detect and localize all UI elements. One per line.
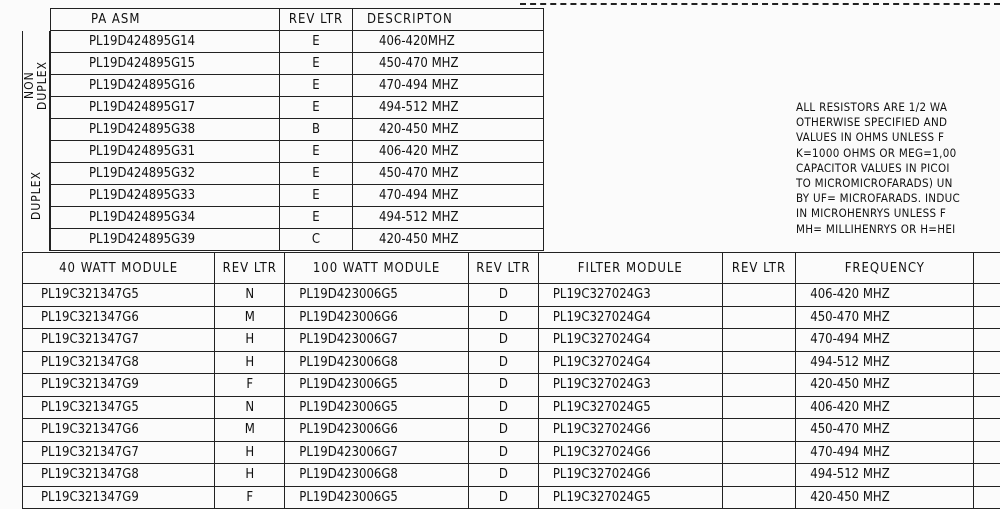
filter-cell: PL19C327024G4 <box>538 306 722 329</box>
pa-desc-cell: 450-470 MHZ <box>353 163 544 185</box>
w40-cell: PL19C321347G5 <box>23 284 215 307</box>
filter-cell: PL19C327024G6 <box>538 419 722 442</box>
pa-asm-cell: PL19D424895G39 <box>51 229 280 251</box>
freq-header: FREQUENCY <box>796 253 974 284</box>
w40-cell: PL19C321347G5 <box>23 396 215 419</box>
pa-asm-cell: PL19D424895G31 <box>51 141 280 163</box>
pa-rev-cell: E <box>280 141 353 163</box>
w40-cell: PL19C321347G8 <box>23 351 215 374</box>
rev1-cell: H <box>215 441 285 464</box>
rev1-cell: N <box>215 284 285 307</box>
rev3-cell <box>722 419 796 442</box>
edge-cell <box>974 419 1000 442</box>
rev2-cell: D <box>468 464 538 487</box>
w40-cell: PL19C321347G6 <box>23 419 215 442</box>
edge-header <box>974 253 1000 284</box>
w40-cell: PL19C321347G6 <box>23 306 215 329</box>
rev1-cell: H <box>215 329 285 352</box>
note-line: K=1000 OHMS OR MEG=1,00 <box>796 146 1000 161</box>
rev3-cell <box>722 374 796 397</box>
module-row <box>23 284 1000 307</box>
note-line: MH= MILLIHENRYS OR H=HEI <box>796 222 1000 237</box>
note-line: CAPACITOR VALUES IN PICOI <box>796 161 1000 176</box>
pa-asm-cell: PL19D424895G32 <box>51 163 280 185</box>
pa-desc-cell: 470-494 MHZ <box>353 185 544 207</box>
pa-desc-cell: 406-420 MHZ <box>353 141 544 163</box>
note-line: BY UF= MICROFARADS. INDUC <box>796 191 1000 206</box>
pa-asm-cell: PL19D424895G14 <box>51 31 280 53</box>
module-row <box>23 306 1000 329</box>
edge-cell <box>974 306 1000 329</box>
rev2-cell: D <box>468 441 538 464</box>
pa-rev-header: REV LTR <box>280 9 353 31</box>
pa-asm-cell: PL19D424895G16 <box>51 75 280 97</box>
filter-cell: PL19C327024G5 <box>538 396 722 419</box>
pa-table-body <box>22 31 544 251</box>
rev1-cell: H <box>215 351 285 374</box>
rev3-cell <box>722 284 796 307</box>
pa-desc-cell: 420-450 MHZ <box>353 119 544 141</box>
rev2-cell: D <box>468 486 538 509</box>
note-line: TO MICROMICROFARADS) UN <box>796 176 1000 191</box>
w40-cell: PL19C321347G9 <box>23 374 215 397</box>
pa-asm-cell: PL19D424895G15 <box>51 53 280 75</box>
rev2-cell: D <box>468 419 538 442</box>
freq-cell: 420-450 MHZ <box>796 486 974 509</box>
w40-cell: PL19C321347G8 <box>23 464 215 487</box>
rev3-cell <box>722 329 796 352</box>
pa-rev-cell: E <box>280 163 353 185</box>
filter-cell: PL19C327024G4 <box>538 329 722 352</box>
w100-header: 100 WATT MODULE <box>285 253 469 284</box>
edge-cell <box>974 486 1000 509</box>
w40-cell: PL19C321347G7 <box>23 441 215 464</box>
filter-header: FILTER MODULE <box>538 253 722 284</box>
rev1-cell: M <box>215 419 285 442</box>
pa-row <box>22 185 544 207</box>
pa-desc-header: DESCRIPTON <box>353 9 544 31</box>
rev1-cell: H <box>215 464 285 487</box>
pa-asm-cell: PL19D424895G33 <box>51 185 280 207</box>
note-line: VALUES IN OHMS UNLESS F <box>796 130 1000 145</box>
rev3-cell <box>722 351 796 374</box>
pa-assembly-table <box>22 8 544 251</box>
edge-cell <box>974 441 1000 464</box>
pa-row <box>22 75 544 97</box>
pa-row <box>22 53 544 75</box>
pa-row <box>22 119 544 141</box>
rev2-header: REV LTR <box>468 253 538 284</box>
module-table <box>22 252 1000 509</box>
w40-header: 40 WATT MODULE <box>23 253 215 284</box>
filter-cell: PL19C327024G6 <box>538 441 722 464</box>
pa-row <box>22 229 544 251</box>
pa-rev-cell: E <box>280 207 353 229</box>
rev3-cell <box>722 486 796 509</box>
pa-asm-cell: PL19D424895G17 <box>51 97 280 119</box>
pa-desc-cell: 470-494 MHZ <box>353 75 544 97</box>
edge-cell <box>974 464 1000 487</box>
freq-cell: 470-494 MHZ <box>796 441 974 464</box>
freq-cell: 420-450 MHZ <box>796 374 974 397</box>
w100-cell: PL19D423006G5 <box>285 284 469 307</box>
w100-cell: PL19D423006G8 <box>285 464 469 487</box>
pa-desc-cell: 494-512 MHZ <box>353 207 544 229</box>
freq-cell: 450-470 MHZ <box>796 306 974 329</box>
w100-cell: PL19D423006G6 <box>285 419 469 442</box>
pa-asm-cell: PL19D424895G38 <box>51 119 280 141</box>
pa-desc-cell: 450-470 MHZ <box>353 53 544 75</box>
rev2-cell: D <box>468 351 538 374</box>
pa-asm-header: PA ASM <box>51 9 280 31</box>
rev1-cell: N <box>215 396 285 419</box>
filter-cell: PL19C327024G3 <box>538 374 722 397</box>
edge-cell <box>974 351 1000 374</box>
module-row <box>23 486 1000 509</box>
module-row <box>23 464 1000 487</box>
pa-row <box>22 163 544 185</box>
freq-cell: 406-420 MHZ <box>796 396 974 419</box>
w100-cell: PL19D423006G5 <box>285 486 469 509</box>
pa-rev-cell: E <box>280 97 353 119</box>
non-duplex-label-word: DUPLEX <box>36 61 49 110</box>
duplex-label: DUPLEX <box>30 171 43 220</box>
freq-cell: 494-512 MHZ <box>796 464 974 487</box>
note-line: IN MICROHENRYS UNLESS F <box>796 206 1000 221</box>
pa-row <box>22 141 544 163</box>
w100-cell: PL19D423006G6 <box>285 306 469 329</box>
module-row <box>23 396 1000 419</box>
module-row <box>23 441 1000 464</box>
pa-header-spacer <box>22 9 51 31</box>
freq-cell: 406-420 MHZ <box>796 284 974 307</box>
edge-cell <box>974 374 1000 397</box>
edge-cell <box>974 284 1000 307</box>
module-header-row <box>23 253 1000 284</box>
rev3-cell <box>722 306 796 329</box>
non-duplex-label <box>23 61 49 110</box>
rev3-cell <box>722 441 796 464</box>
w100-cell: PL19D423006G7 <box>285 441 469 464</box>
module-row <box>23 374 1000 397</box>
module-row <box>23 329 1000 352</box>
note-line: ALL RESISTORS ARE 1/2 WA <box>796 100 1000 115</box>
freq-cell: 450-470 MHZ <box>796 419 974 442</box>
rev2-cell: D <box>468 329 538 352</box>
w100-cell: PL19D423006G5 <box>285 374 469 397</box>
pa-rev-cell: E <box>280 185 353 207</box>
pa-rev-cell: B <box>280 119 353 141</box>
rev3-cell <box>722 464 796 487</box>
pa-row <box>22 31 544 53</box>
module-row <box>23 351 1000 374</box>
freq-cell: 470-494 MHZ <box>796 329 974 352</box>
rev2-cell: D <box>468 396 538 419</box>
pa-rev-cell: C <box>280 229 353 251</box>
rev2-cell: D <box>468 284 538 307</box>
w100-cell: PL19D423006G8 <box>285 351 469 374</box>
freq-cell: 494-512 MHZ <box>796 351 974 374</box>
rev2-cell: D <box>468 374 538 397</box>
pa-asm-cell: PL19D424895G34 <box>51 207 280 229</box>
pa-rev-cell: E <box>280 53 353 75</box>
filter-cell: PL19C327024G6 <box>538 464 722 487</box>
edge-cell <box>974 396 1000 419</box>
pa-rev-cell: E <box>280 31 353 53</box>
rev1-cell: F <box>215 486 285 509</box>
w40-cell: PL19C321347G9 <box>23 486 215 509</box>
filter-cell: PL19C327024G3 <box>538 284 722 307</box>
pa-row <box>22 97 544 119</box>
pa-header-row <box>22 9 544 31</box>
resistor-notes <box>796 100 1000 237</box>
rev1-cell: M <box>215 306 285 329</box>
pa-desc-cell: 494-512 MHZ <box>353 97 544 119</box>
rev2-cell: D <box>468 306 538 329</box>
pa-desc-cell: 420-450 MHZ <box>353 229 544 251</box>
w100-cell: PL19D423006G7 <box>285 329 469 352</box>
module-table-body <box>23 284 1000 509</box>
rev1-header: REV LTR <box>215 253 285 284</box>
w100-cell: PL19D423006G5 <box>285 396 469 419</box>
filter-cell: PL19C327024G5 <box>538 486 722 509</box>
duplex-group-label <box>22 141 51 251</box>
rev1-cell: F <box>215 374 285 397</box>
pa-row <box>22 207 544 229</box>
module-row <box>23 419 1000 442</box>
filter-cell: PL19C327024G4 <box>538 351 722 374</box>
pa-desc-cell: 406-420MHZ <box>353 31 544 53</box>
w40-cell: PL19C321347G7 <box>23 329 215 352</box>
non-duplex-group-label <box>22 31 51 141</box>
rev3-cell <box>722 396 796 419</box>
edge-cell <box>974 329 1000 352</box>
pa-rev-cell: E <box>280 75 353 97</box>
non-duplex-label-word: NON <box>23 61 36 110</box>
note-line: OTHERWISE SPECIFIED AND <box>796 115 1000 130</box>
rev3-header: REV LTR <box>722 253 796 284</box>
top-dashed-border <box>520 3 1000 5</box>
